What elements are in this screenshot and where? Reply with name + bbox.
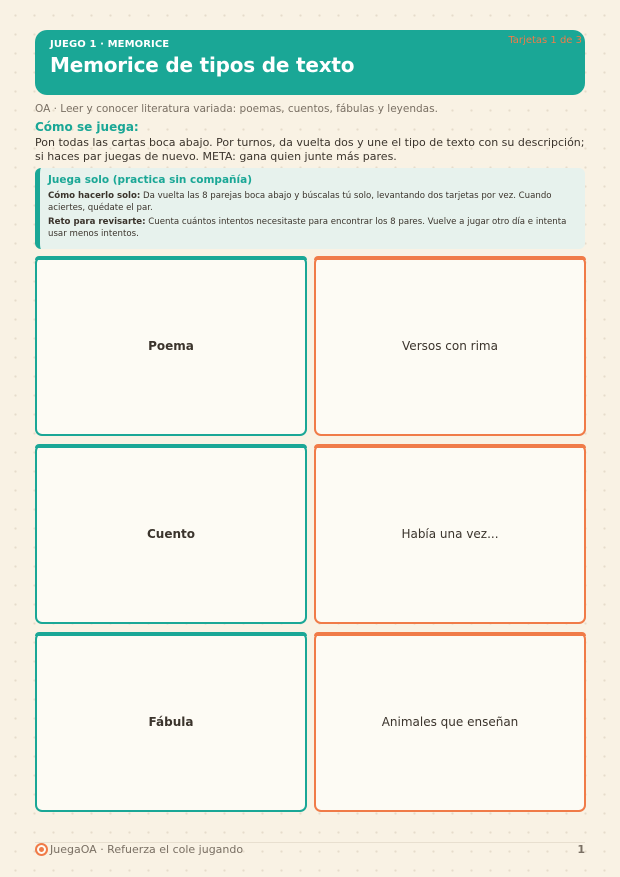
cards-page-indicator: Tarjetas 1 de 3 xyxy=(508,35,582,46)
solo-challenge-label: Reto para revisarte: xyxy=(48,217,146,227)
term-card-cuento xyxy=(35,444,307,624)
card-description: Versos con rima xyxy=(402,339,498,353)
footer-brand: JuegaOA · Refuerza el cole jugando xyxy=(50,843,244,856)
game-kicker: JUEGO 1 · MEMORICE xyxy=(50,39,170,50)
brand-logo-icon xyxy=(35,843,48,856)
solo-how-text: Da vuelta las 8 parejas boca abajo y búscalas tú solo, levantando dos tarjetas por vez. Cuando aciertes, quédate el par. xyxy=(48,191,552,213)
solo-play-title: Juega solo (practica sin compañía) xyxy=(48,174,252,186)
how-to-play-title: Cómo se juega: xyxy=(35,120,139,134)
page-title: Memorice de tipos de texto xyxy=(50,53,355,77)
how-to-play-text: Pon todas las cartas boca abajo. Por turnos, da vuelta dos y une el tipo de texto con su descripción; si haces par juegas de nuevo. META: gana quien junte más pares. xyxy=(35,136,585,163)
card-term: Poema xyxy=(148,339,194,353)
solo-how-label: Cómo hacerlo solo: xyxy=(48,191,141,201)
learning-objective: OA · Leer y conocer literatura variada: poemas, cuentos, fábulas y leyendas. xyxy=(35,103,438,115)
card-description: Había una vez... xyxy=(401,527,499,541)
term-card-fabula xyxy=(35,632,307,812)
solo-play-box xyxy=(35,168,585,249)
solo-challenge-text: Cuenta cuántos intentos necesitaste para encontrar los 8 pares. Vuelve a jugar otro día e intenta usar menos intentos. xyxy=(48,217,567,239)
solo-challenge-line xyxy=(48,216,573,240)
solo-how-line xyxy=(48,190,573,214)
description-card-fabula xyxy=(314,632,586,812)
page-number: 1 xyxy=(577,843,585,856)
card-term: Cuento xyxy=(146,527,195,541)
game-header xyxy=(35,30,585,95)
description-card-cuento xyxy=(314,444,586,624)
card-term: Fábula xyxy=(148,715,194,729)
term-card-poema xyxy=(35,256,307,436)
card-description: Animales que enseñan xyxy=(381,715,519,729)
description-card-poema xyxy=(314,256,586,436)
